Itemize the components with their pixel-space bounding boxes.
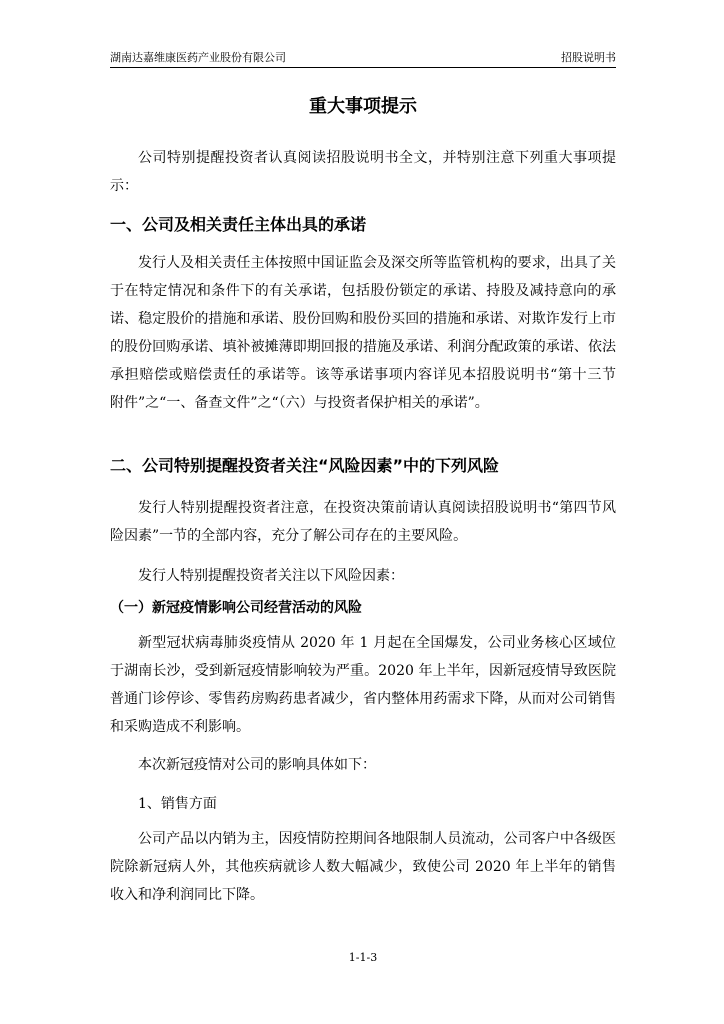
section1-body: 发行人及相关责任主体按照中国证监会及深交所等监管机构的要求，出具了关于在特定情况和条件下的有关承诺，包括股份锁定的承诺、持股及减持意向的承诺、稳定股价的措施和承诺、股份回购和股份买回的措施和承诺、对欺诈发行上市的股份回购承诺、填补被摊薄即期回报的措施及承诺、利润分配政策的承诺、依法承担赔偿或赔偿责任的承诺等。该等承诺事项内容详见本招股说明书“第十三节 附件”之“一、备查文件”之“（六）与投资者保护相关的承诺”。 <box>110 255 630 411</box>
page-number: 1-1-3 <box>348 951 378 964</box>
header-company-name: 湖南达嘉维康医药产业股份有限公司 <box>110 51 286 64</box>
page-title: 重大事项提示 <box>309 96 417 117</box>
section2-paragraph-2: 发行人特别提醒投资者关注以下风险因素： <box>138 568 404 584</box>
subsection1-paragraph-3: 公司产品以内销为主，因疫情防控期间各地限制人员流动，公司客户中各级医院除新冠病人外，其他疾病就诊人数大幅减少，致使公司 2020 年上半年的销售收入和净利润同比下降。 <box>110 831 616 903</box>
subsection1-item-sales: 1、销售方面 <box>138 796 217 812</box>
subsection1-paragraph-2: 本次新冠疫情对公司的影响具体如下： <box>138 757 376 773</box>
page-header <box>110 50 616 66</box>
header-document-type: 招股说明书 <box>561 51 616 64</box>
subsection1-paragraph-1: 新型冠状病毒肺炎疫情从 2020 年 1 月起在全国爆发，公司业务核心区域位于湖南长沙，受到新冠疫情影响较为严重。2020 年上半年，因新冠疫情导致医院普通门诊停诊、零售药房购药患者减少，省内整体用药需求下降，从而对公司销售和采购造成不利影响。 <box>110 635 616 735</box>
section2-heading: 二、公司特别提醒投资者关注“风险因素”中的下列风险 <box>110 456 500 475</box>
section2-paragraph-1: 发行人特别提醒投资者注意，在投资决策前请认真阅读招股说明书“第四节风险因素”一节的全部内容，充分了解公司存在的主要风险。 <box>110 500 616 544</box>
intro-paragraph: 公司特别提醒投资者认真阅读招股说明书全文，并特别注意下列重大事项提示： <box>110 150 616 194</box>
header-divider <box>110 67 616 68</box>
subsection1-heading: （一）新冠疫情影响公司经营活动的风险 <box>110 600 362 616</box>
section1-heading: 一、公司及相关责任主体出具的承诺 <box>110 215 367 234</box>
